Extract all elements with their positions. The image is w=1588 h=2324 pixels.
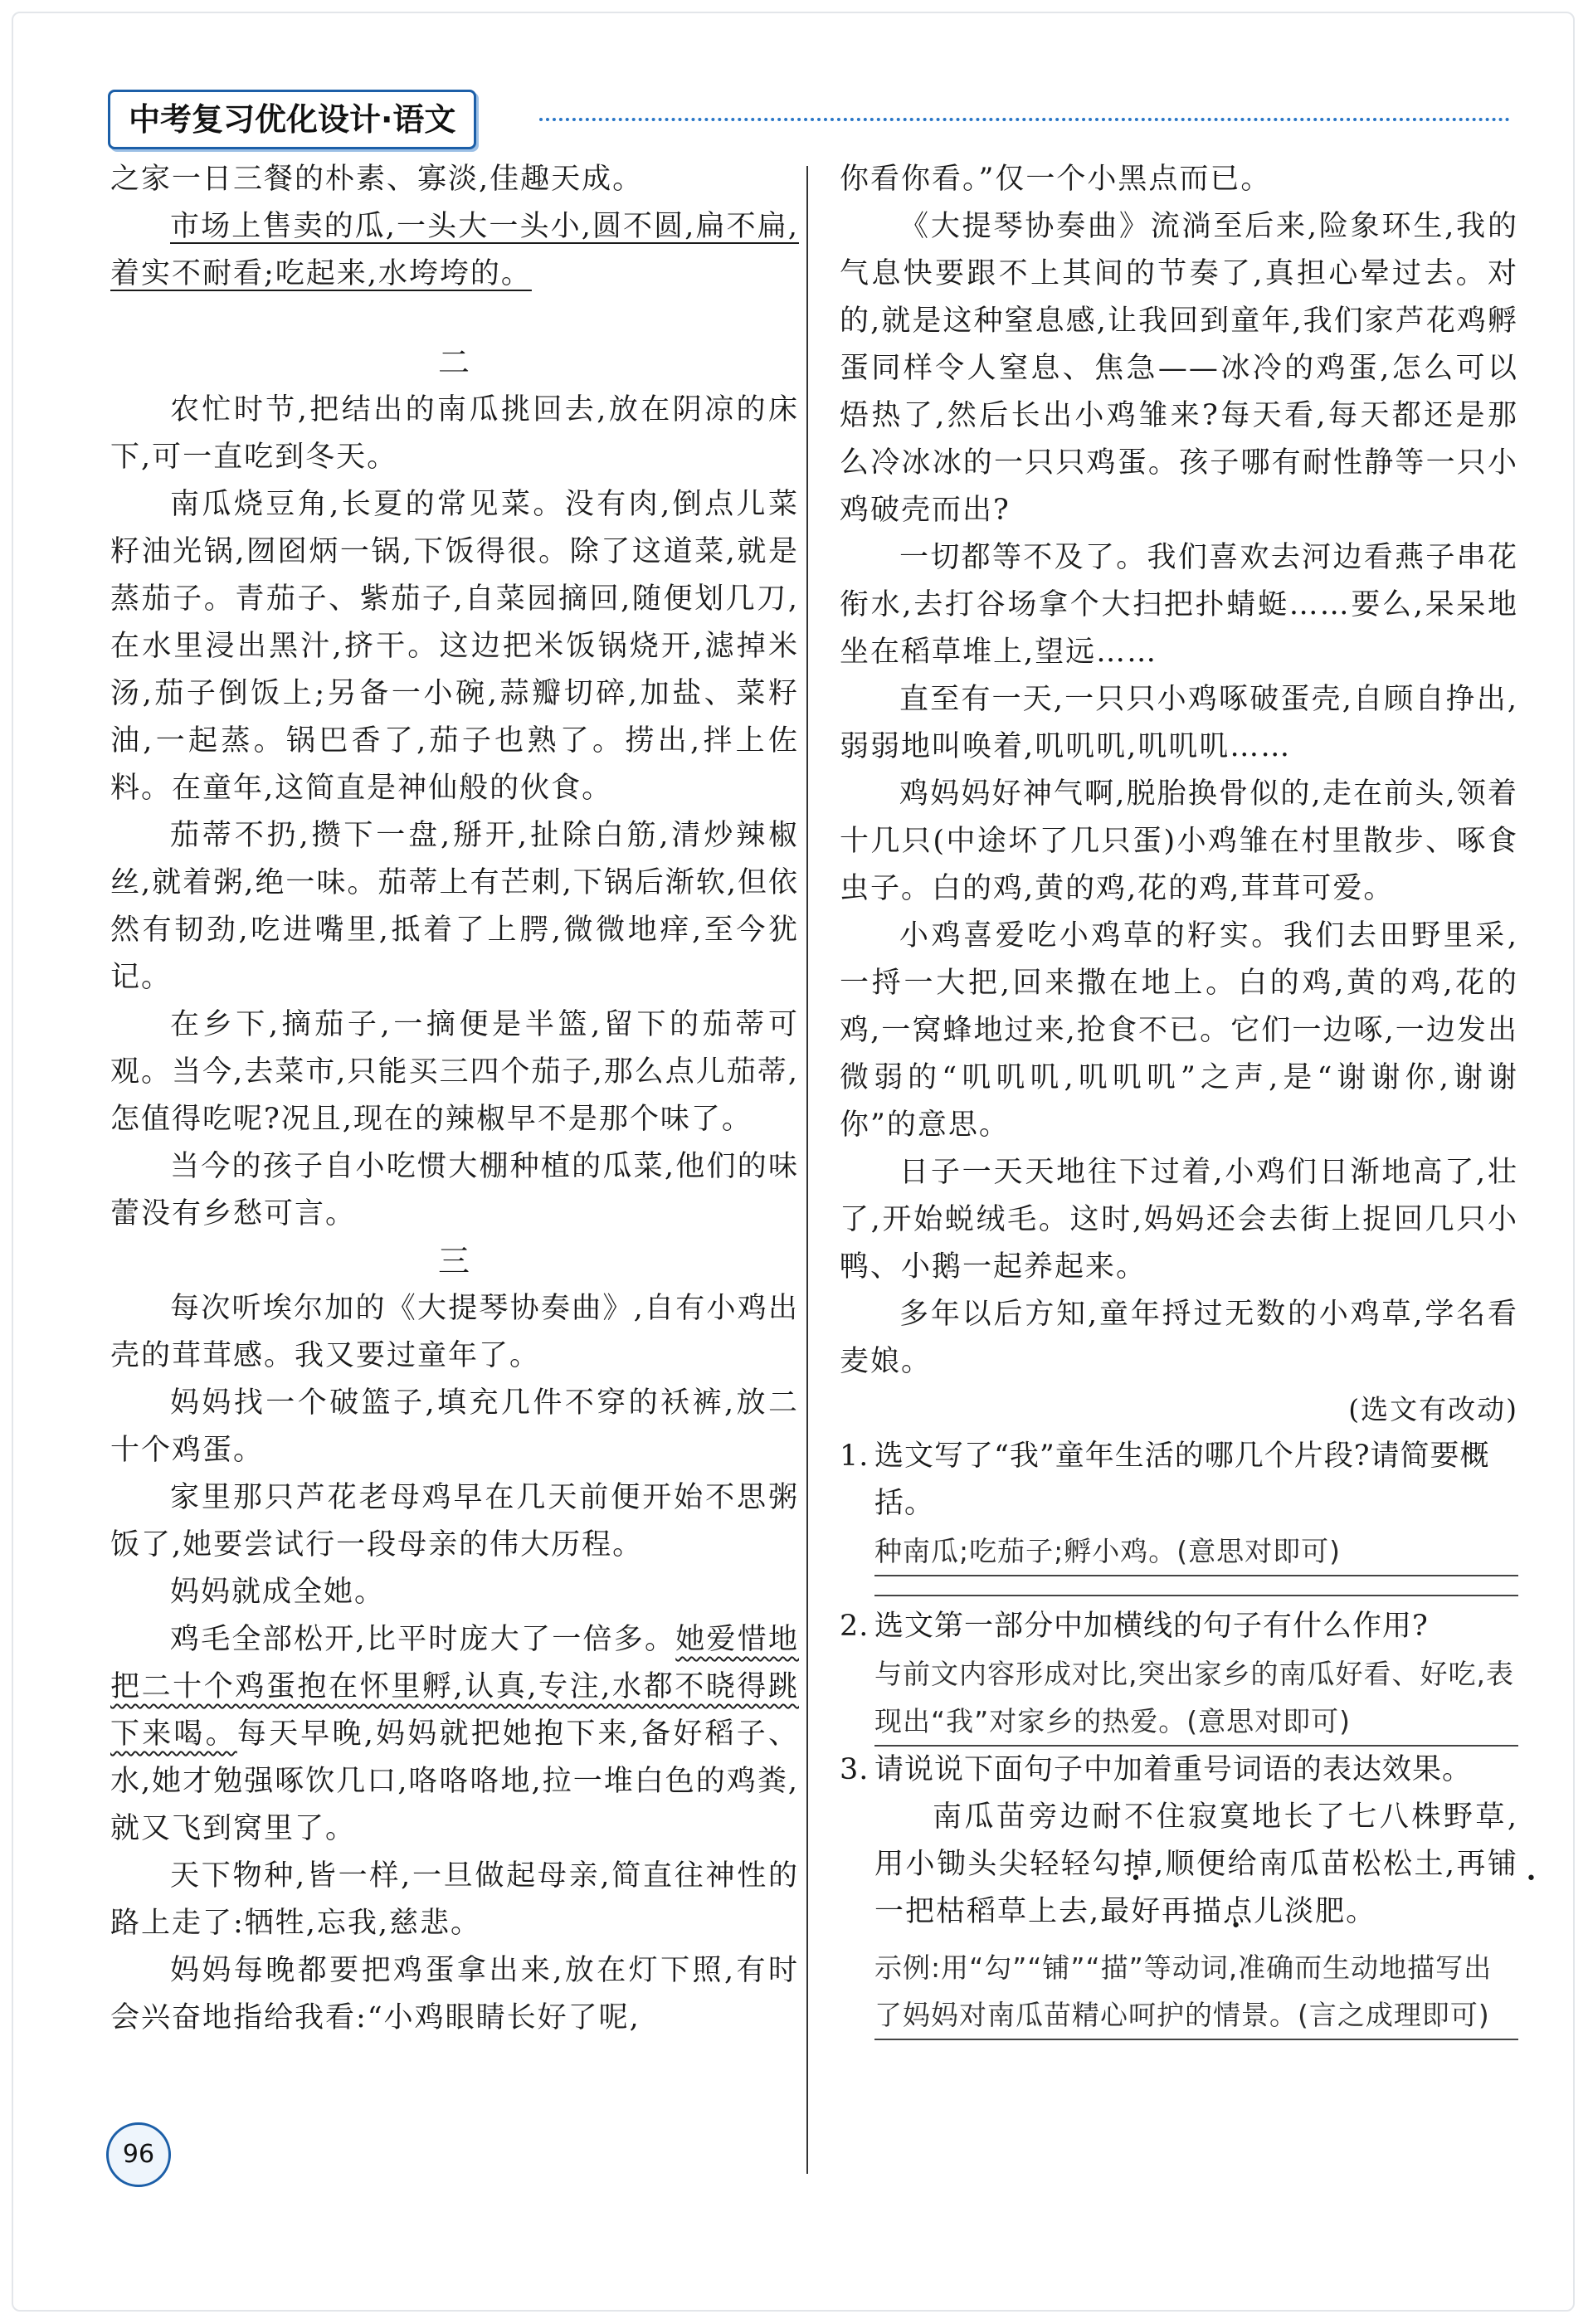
paragraph: 多年以后方知,童年捋过无数的小鸡草,学名看麦娘。 [840,1298,1518,1378]
answer-2: 与前文内容形成对比,突出家乡的南瓜好看、好吃,表现出“我”对家乡的热爱。(意思对即可) [874,1650,1518,1747]
paragraph [110,1616,799,1853]
paragraph: 每次听埃尔加的《大提琴协奏曲》,自有小鸡出壳的茸茸感。我又要过童年了。 [110,1292,799,1372]
question-text: 请说说下面句子中加着重号词语的表达效果。 [874,1753,1473,1786]
right-column [840,156,1518,2040]
question-3 [840,1747,1518,1794]
text-run: 掉,顺便给南瓜苗松松土,再 [1123,1848,1488,1881]
quoted-sentence [874,1794,1518,1936]
paragraph: 在乡下,摘茄子,一摘便是半篮,留下的茄蒂可观。当今,去菜市,只能买三四个茄子,那么点儿茄蒂,怎值得吃呢?况且,现在的辣椒早不是那个味了。 [110,1008,799,1136]
paragraph: 直至有一天,一只只小鸡啄破蛋壳,自顾自挣出,弱弱地叫唤着,叽叽叽,叽叽叽…… [840,683,1518,763]
paragraph: 小鸡喜爱吃小鸡草的籽实。我们去田野里采,一捋一大把,回来撒在地上。白的鸡,黄的鸡,花的鸡,一窝蜂地过来,抢食不已。它们一边啄,一边发出微弱的“叽叽叽,叽叽叽”之声,是“谢谢你,谢谢你”的意思。 [840,919,1518,1142]
question-1 [840,1433,1518,1527]
paragraph: 日子一天天地往下过着,小鸡们日渐地高了,壮了,开始蜕绒毛。这时,妈妈还会去街上捉回几只小鸭、小鹅一起养起来。 [840,1156,1518,1284]
paragraph: 当今的孩子自小吃惯大棚种植的瓜菜,他们的味蕾没有乡愁可言。 [110,1150,799,1230]
text-run: 点儿淡肥。 [1223,1895,1377,1928]
question-number: 3. [840,1753,870,1786]
section-heading-2: 二 [437,344,471,381]
page-header [108,90,1510,149]
header-dotted-rule [539,118,1510,121]
question-text: 选文写了“我”童年生活的哪几个片段?请简要概括。 [874,1440,1490,1520]
paragraph: 天下物种,皆一样,一旦做起母亲,简直往神性的路上走了:牺牲,忘我,慈悲。 [110,1859,799,1940]
answer-3: 示例:用“勾”“铺”“描”等动词,准确而生动地描写出了妈妈对南瓜苗精心呵护的情景。(言之成理即可) [874,1944,1518,2040]
paragraph: 一切都等不及了。我们喜欢去河边看燕子串花衔水,去打谷场拿个大扫把扑蜻蜓……要么,呆呆地坐在稻草堆上,望远…… [840,541,1518,669]
underlined-sentence [110,203,799,298]
column-divider [806,166,808,2174]
header-title: 中考复习优化设计·语文 [108,90,476,149]
text-run: 鸡毛全部松开,比平时庞大了一倍多。 [170,1623,676,1656]
underlined-text: 市场上售卖的瓜,一头大一头小,圆不圆,扁不扁,着实不耐看;吃起来,水垮垮的。 [110,210,799,290]
paragraph: 南瓜烧豆角,长夏的常见菜。没有肉,倒点儿菜籽油光锅,囫囵炳一锅,下饭得很。除了这道菜,就是蒸茄子。青茄子、紫茄子,自菜园摘回,随便划几刀,在水里浸出黑汁,挤干。这边把米饭锅烧开,滤掉米汤,茄子倒饭上;另备一小碗,蒜瓣切碎,加盐、菜籽油,一起蒸。锅巴香了,茄子也熟了。捞出,拌上佐料。在童年,这简直是神仙般的伙食。 [110,488,799,805]
answer-blank-line [874,1595,1518,1596]
section-heading-3: 三 [437,1243,471,1279]
paragraph: 妈妈找一个破篮子,填充几件不穿的袄裤,放二十个鸡蛋。 [110,1386,799,1467]
paragraph: 家里那只芦花老母鸡早在几天前便开始不思粥饭了,她要尝试行一段母亲的伟大历程。 [110,1481,799,1562]
spacer [110,298,799,339]
question-text: 选文第一部分中加横线的句子有什么作用? [874,1610,1429,1643]
paragraph: 茄蒂不扔,攒下一盘,掰开,扯除白筋,清炒辣椒丝,就着粥,绝一味。茄蒂上有芒刺,下锅后渐软,但依然有韧劲,吃进嘴里,抵着了上腭,微微地痒,至今犹记。 [110,819,799,994]
paragraph: 之家一日三餐的朴素、寡淡,佳趣天成。 [110,163,644,196]
text-run: 每天早晚,妈妈就把她抱下来,备好稻子、水,她才勉强啄饮几口,咯咯咯地,拉一堆白色的鸡粪,就又飞到窝里了。 [110,1717,799,1845]
emphasis-word-pu: 铺 [1487,1848,1518,1881]
paragraph: 鸡妈妈好神气啊,脱胎换骨似的,走在前头,领着十几只(中途坏了几只蛋)小鸡雏在村里散步、啄食虫子。白的鸡,黄的鸡,花的鸡,茸茸可爱。 [840,777,1518,905]
emphasis-word-miao: 描 [1192,1895,1224,1928]
paragraph: 妈妈每晚都要把鸡蛋拿出来,放在灯下照,有时会兴奋地指给我看:“小鸡眼睛长好了呢, [110,1954,799,2034]
left-column [110,156,799,2042]
paragraph: 你看你看。”仅一个小黑点而已。 [840,163,1272,196]
page-number: 96 [106,2122,171,2187]
paragraph: 妈妈就成全她。 [170,1576,386,1609]
source-note: (选文有改动) [1348,1393,1518,1425]
emphasis-word-gou: 勾 [1092,1848,1123,1881]
question-2 [840,1603,1518,1650]
paragraph: 农忙时节,把结出的南瓜挑回去,放在阴凉的床下,可一直吃到冬天。 [110,393,799,474]
question-number: 1. [840,1440,870,1473]
wavy-underlined-text: 她爱惜地把二十个鸡蛋抱在怀里孵,认真,专注,水都不晓得跳下来喝。 [110,1623,799,1751]
answer-1: 种南瓜;吃茄子;孵小鸡。(意思对即可) [874,1527,1518,1576]
text-run: 一把枯稻草上去,最好再 [874,1895,1193,1928]
paragraph: 《大提琴协奏曲》流淌至后来,险象环生,我的气息快要跟不上其间的节奏了,真担心晕过去。对的,就是这种窒息感,让我回到童年,我们家芦花鸡孵蛋同样令人窒息、焦急——冰冷的鸡蛋,怎么可以焐热了,然后长出小鸡雏来?每天看,每天都还是那么冷冰冰的一只只鸡蛋。孩子哪有耐性静等一只小鸡破壳而出? [840,210,1518,527]
text-run: 南瓜苗旁边耐不住寂寞地长了七八株野草,用小锄头尖轻轻 [874,1800,1518,1881]
question-number: 2. [840,1610,870,1643]
